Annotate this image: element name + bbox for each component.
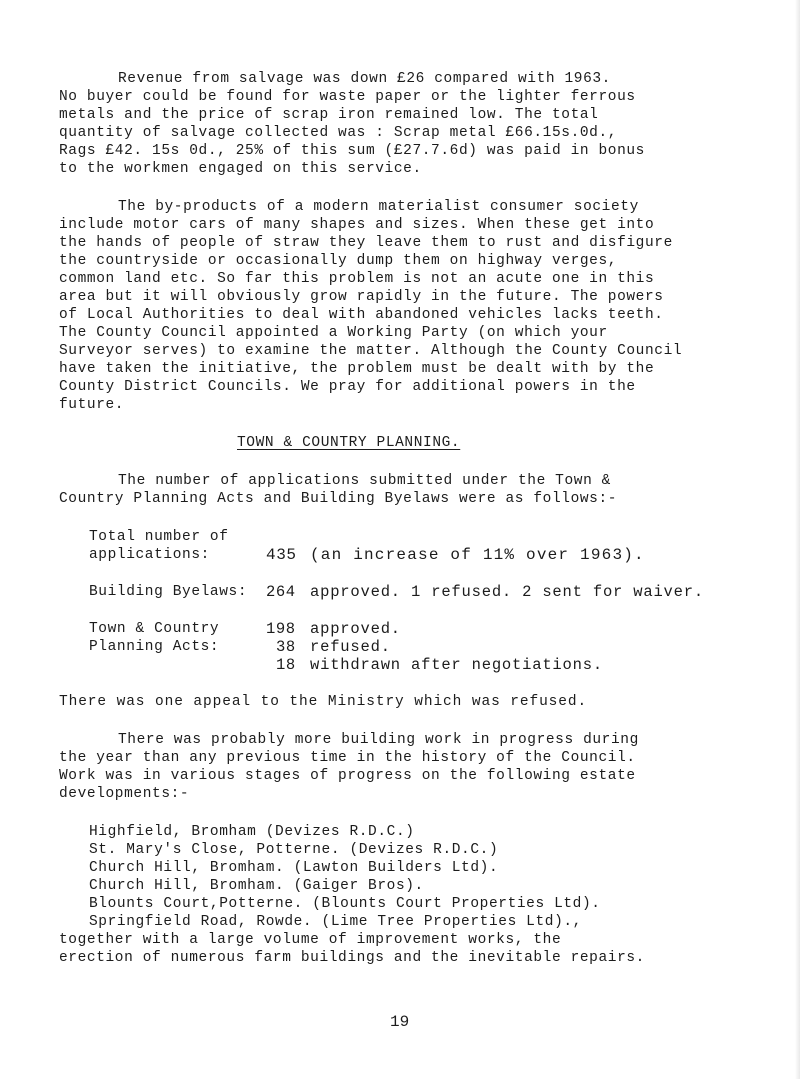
page-number: 19 <box>390 1013 410 1031</box>
tcp-withdrawn-value: 18 <box>276 656 296 674</box>
byelaws-label: Building Byelaws: <box>89 584 248 600</box>
page-edge-shadow <box>795 0 800 1079</box>
byproducts-line-12: future. <box>59 397 125 413</box>
building-line-2: the year than any previous time in the history of the Council. <box>59 750 636 766</box>
byelaws-value: 264 <box>266 583 296 601</box>
byproducts-line-6: area but it will obviously grow rapidly in the future. The powers <box>59 289 664 305</box>
byproducts-line-8: The County Council appointed a Working Party (on which your <box>59 325 608 341</box>
building-line-1: There was probably more building work in progress during <box>118 732 639 748</box>
section-heading: TOWN & COUNTRY PLANNING. <box>237 435 461 451</box>
total-note: (an increase of 11% over 1963). <box>310 546 645 564</box>
development-item: Springfield Road, Rowde. (Lime Tree Properties Ltd)., <box>89 914 582 930</box>
byproducts-line-4: the countryside or occasionally dump them on highway verges, <box>59 253 618 269</box>
byproducts-line-1: The by-products of a modern materialist consumer society <box>118 199 639 215</box>
building-line-4: developments:- <box>59 786 190 802</box>
salvage-line-2: No buyer could be found for waste paper or the lighter ferrous <box>59 89 636 105</box>
tcp-approved-note: approved. <box>310 620 401 638</box>
appeal-line: There was one appeal to the Ministry which was refused. <box>59 694 588 710</box>
total-label: Total number of <box>89 529 229 545</box>
byelaws-note: approved. 1 refused. 2 sent for waiver. <box>310 583 704 601</box>
development-item: Church Hill, Bromham. (Gaiger Bros). <box>89 878 424 894</box>
byproducts-line-11: County District Councils. We pray for additional powers in the <box>59 379 636 395</box>
tcp-label-cont: Planning Acts: <box>89 639 220 655</box>
salvage-line-3: metals and the price of scrap iron remained low. The total <box>59 107 599 123</box>
tcp-approved-value: 198 <box>266 620 296 638</box>
byproducts-line-7: of Local Authorities to deal with abandoned vehicles lacks teeth. <box>59 307 664 323</box>
building-line-3: Work was in various stages of progress on the following estate <box>59 768 636 784</box>
byproducts-line-10: have taken the initiative, the problem must be dealt with by the <box>59 361 655 377</box>
byproducts-line-2: include motor cars of many shapes and sizes. When these get into <box>59 217 655 233</box>
tcp-refused-value: 38 <box>276 638 296 656</box>
tcp-withdrawn-note: withdrawn after negotiations. <box>310 656 603 674</box>
development-item: Church Hill, Bromham. (Lawton Builders Ltd). <box>89 860 499 876</box>
applications-intro-line-2: Country Planning Acts and Building Byelaws were as follows:- <box>59 491 618 507</box>
salvage-line-4: quantity of salvage collected was : Scrap metal £66.15s.0d., <box>59 125 618 141</box>
total-value: 435 <box>266 546 297 564</box>
salvage-line-6: to the workmen engaged on this service. <box>59 161 422 177</box>
salvage-line-1: Revenue from salvage was down £26 compared with 1963. <box>118 71 611 87</box>
closing-line-2: erection of numerous farm buildings and the inevitable repairs. <box>59 950 645 966</box>
development-item: Highfield, Bromham (Devizes R.D.C.) <box>89 824 415 840</box>
tcp-label: Town & Country <box>89 621 220 637</box>
salvage-line-5: Rags £42. 15s 0d., 25% of this sum (£27.7.6d) was paid in bonus <box>59 143 645 159</box>
byproducts-line-9: Surveyor serves) to examine the matter. Although the County Council <box>59 343 683 359</box>
total-label-cont: applications: <box>89 547 210 563</box>
byproducts-line-3: the hands of people of straw they leave them to rust and disfigure <box>59 235 673 251</box>
development-item: Blounts Court,Potterne. (Blounts Court Properties Ltd). <box>89 896 601 912</box>
byproducts-line-5: common land etc. So far this problem is not an acute one in this <box>59 271 655 287</box>
tcp-refused-note: refused. <box>310 638 391 656</box>
development-item: St. Mary's Close, Potterne. (Devizes R.D.C.) <box>89 842 499 858</box>
applications-intro-line-1: The number of applications submitted under the Town & <box>118 473 611 489</box>
closing-line-1: together with a large volume of improvement works, the <box>59 932 562 948</box>
